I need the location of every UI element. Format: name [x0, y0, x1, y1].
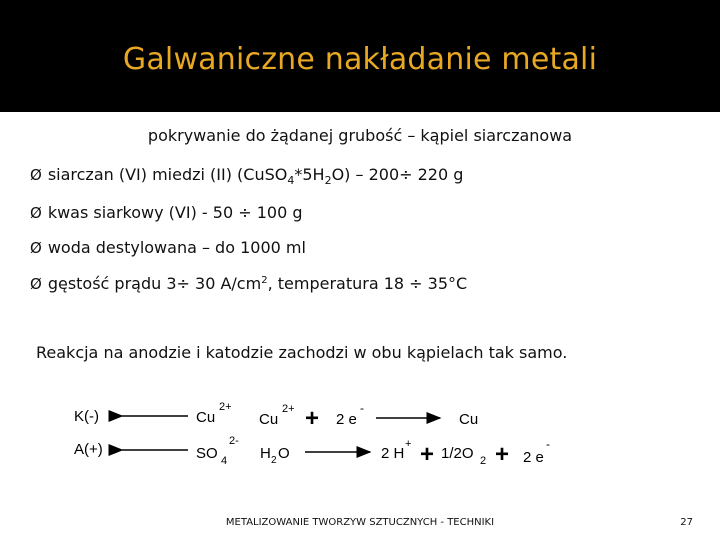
- bullet-copper-sulfate: Ø siarczan (VI) miedzi (II) $(CuSO_4*5H_2O) - 200\div 220$ g: [30, 165, 464, 187]
- svg-text:Cu: Cu: [196, 409, 216, 426]
- page-number: 27: [680, 517, 693, 528]
- cathode-label: K(-): [74, 408, 99, 425]
- reaction-note: Reakcja na anodzie i katodzie zachodzi w obu kąpielach tak samo.: [36, 343, 568, 362]
- svg-text:2-: 2-: [229, 435, 239, 447]
- svg-text:4: 4: [221, 455, 228, 467]
- svg-text:+: +: [420, 441, 435, 468]
- svg-text:2: 2: [271, 455, 277, 466]
- svg-text:+: +: [495, 441, 510, 468]
- reaction-equations: [0, 390, 720, 470]
- svg-text:2+: 2+: [219, 401, 232, 413]
- svg-text:H: H: [260, 445, 271, 462]
- footer-text: METALIZOWANIE TWORZYW SZTUCZNYCH - TECHNIKI: [225, 517, 495, 528]
- bullet-current-density: Ø gęstość prądu 3÷ 30 $A/cm^2$, temperatura 18 ÷ 35°C: [30, 274, 468, 293]
- svg-text:+: +: [405, 438, 412, 450]
- svg-text:2: 2: [480, 455, 487, 467]
- anode-label: A(+): [74, 441, 103, 458]
- arrow-bullet-icon: Ø: [30, 166, 42, 184]
- svg-text:2+: 2+: [282, 403, 295, 415]
- svg-text:O: O: [278, 445, 290, 462]
- svg-text:Cu: Cu: [459, 411, 479, 428]
- arrow-bullet-icon: Ø: [30, 275, 42, 293]
- svg-text:Cu: Cu: [259, 411, 279, 428]
- svg-text:-: -: [546, 437, 550, 451]
- bullet-distilled-water: Ø woda destylowana – do 1000 ml: [30, 238, 306, 257]
- bullet-sulfuric-acid: Ø kwas siarkowy (VI) - 50 ÷ 100 g: [30, 203, 303, 222]
- svg-text:2 e: 2 e: [523, 449, 544, 466]
- slide-subtitle: pokrywanie do żądanej grubość – kąpiel siarczanowa: [147, 126, 573, 145]
- svg-text:2 e: 2 e: [336, 411, 357, 428]
- svg-text:SO: SO: [196, 445, 218, 462]
- svg-text:1/2O: 1/2O: [441, 445, 474, 462]
- slide-title: Galwaniczne nakładanie metali: [122, 42, 598, 77]
- svg-text:+: +: [305, 405, 320, 432]
- svg-text:-: -: [360, 401, 364, 415]
- svg-text:2 H: 2 H: [381, 445, 405, 462]
- arrow-bullet-icon: Ø: [30, 239, 42, 257]
- arrow-bullet-icon: Ø: [30, 204, 42, 222]
